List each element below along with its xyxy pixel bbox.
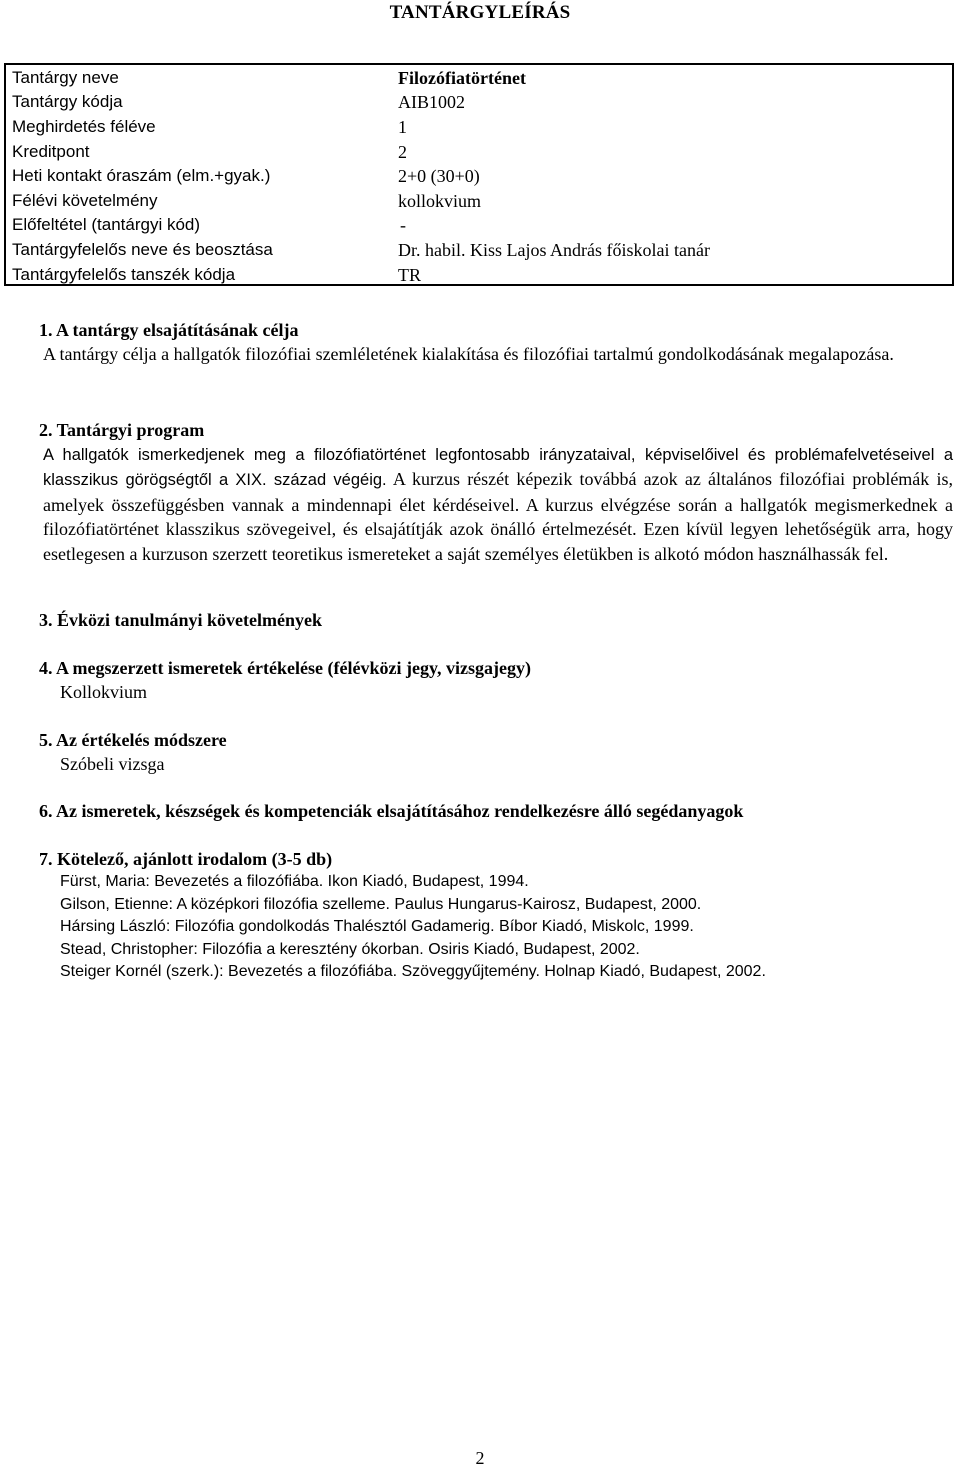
info-label: Heti kontakt óraszám (elm.+gyak.) (12, 166, 271, 185)
section-heading: 6. Az ismeretek, készségek és kompetenciák elsajátításához rendelkezésre álló segédanyagok (39, 801, 744, 821)
page-number: 2 (475, 1448, 485, 1468)
info-value: Dr. habil. Kiss Lajos András főiskolai tanár (398, 240, 710, 260)
section-heading: 5. Az értékelés módszere (39, 730, 227, 750)
section-heading: 4. A megszerzett ismeretek értékelése (félévközi jegy, vizsgajegy) (39, 658, 531, 678)
list-item: Fürst, Maria: Bevezetés a filozófiába. Ikon Kiadó, Budapest, 1994. (60, 873, 529, 890)
info-value: Filozófiatörténet (398, 68, 526, 88)
section-program (39, 418, 953, 566)
info-label: Tantárgyfelelős tanszék kódja (12, 265, 236, 284)
program-text-serif: A kurzus részét képezik továbbá azok az általános filozófiai problémák is, amelyek összefüggésben vannak a mindennapi élet kérdéseivel. A kurzus elvégzése során a hallgatók megismerkednek a filozófiatörténet klasszikus szövegeivel, és elsajátítják azok önálló értelmezését. Ezen kívül legyen lehetőségük arra, hogy esetlegesen a kurzuson szerzett teoretikus ismereteket a saját személyes életükben is alkotó módon használhassák fel. (43, 469, 953, 564)
section-body: Kollokvium (60, 682, 148, 702)
section-assessment (39, 656, 953, 704)
section-body: A tantárgy célja a hallgatók filozófiai szemléletének kialakítása és filozófiai tartalmú gondolkodásának megalapozása. (43, 344, 894, 364)
section-heading: 1. A tantárgy elsajátításának célja (39, 320, 299, 340)
info-value: AIB1002 (398, 92, 465, 112)
list-item: Stead, Christopher: Filozófia a keresztény ókorban. Osiris Kiadó, Budapest, 2002. (60, 940, 640, 958)
list-item: Hársing László: Filozófia gondolkodás Thalésztól Gadamerig. Bíbor Kiadó, Miskolc, 1999. (60, 918, 694, 936)
info-value: TR (398, 265, 422, 285)
info-label: Előfeltétel (tantárgyi kód) (12, 215, 201, 234)
list-item: Gilson, Etienne: A középkori filozófia szelleme. Paulus Hungarus-Kairosz, Budapest, 2000. (60, 895, 702, 913)
program-text-sans: A hallgatók ismerkedjenek meg a filozófiatörténet legfontosabb irányzataival, képviselőivel és problémafelvetéseivel a klasszikus görögségtől a XIX. század végéig. (43, 446, 953, 490)
section-requirements (39, 608, 953, 632)
info-label: Tantárgy kódja (12, 92, 123, 111)
info-value: 2+0 (30+0) (398, 166, 480, 186)
section-body: Szóbeli vizsga (60, 754, 165, 774)
info-value: kollokvium (398, 191, 482, 211)
info-label: Félévi követelmény (12, 191, 158, 210)
info-value: 2 (398, 142, 407, 162)
info-label: Kreditpont (12, 142, 90, 161)
section-method (39, 728, 953, 776)
section-heading: 3. Évközi tanulmányi követelmények (39, 610, 323, 630)
document-title: TANTÁRGYLEÍRÁS (389, 2, 571, 23)
section-heading: 2. Tantárgyi program (39, 420, 205, 440)
course-info-table (4, 63, 954, 286)
section-goal (39, 318, 953, 366)
list-item: Steiger Kornél (szerk.): Bevezetés a filozófiába. Szöveggyűjtemény. Holnap Kiadó, Budapest, 2002. (60, 963, 766, 981)
info-label: Tantárgy neve (12, 68, 119, 87)
section-literature (39, 847, 953, 984)
section-heading: 7. Kötelező, ajánlott irodalom (3-5 db) (39, 849, 333, 869)
info-label: Meghirdetés féléve (12, 117, 156, 136)
info-value: 1 (398, 117, 407, 137)
section-body (43, 442, 953, 566)
section-materials (39, 799, 953, 823)
info-label: Tantárgyfelelős neve és beosztása (12, 240, 273, 259)
info-value: - (400, 215, 406, 235)
literature-list (60, 871, 953, 984)
